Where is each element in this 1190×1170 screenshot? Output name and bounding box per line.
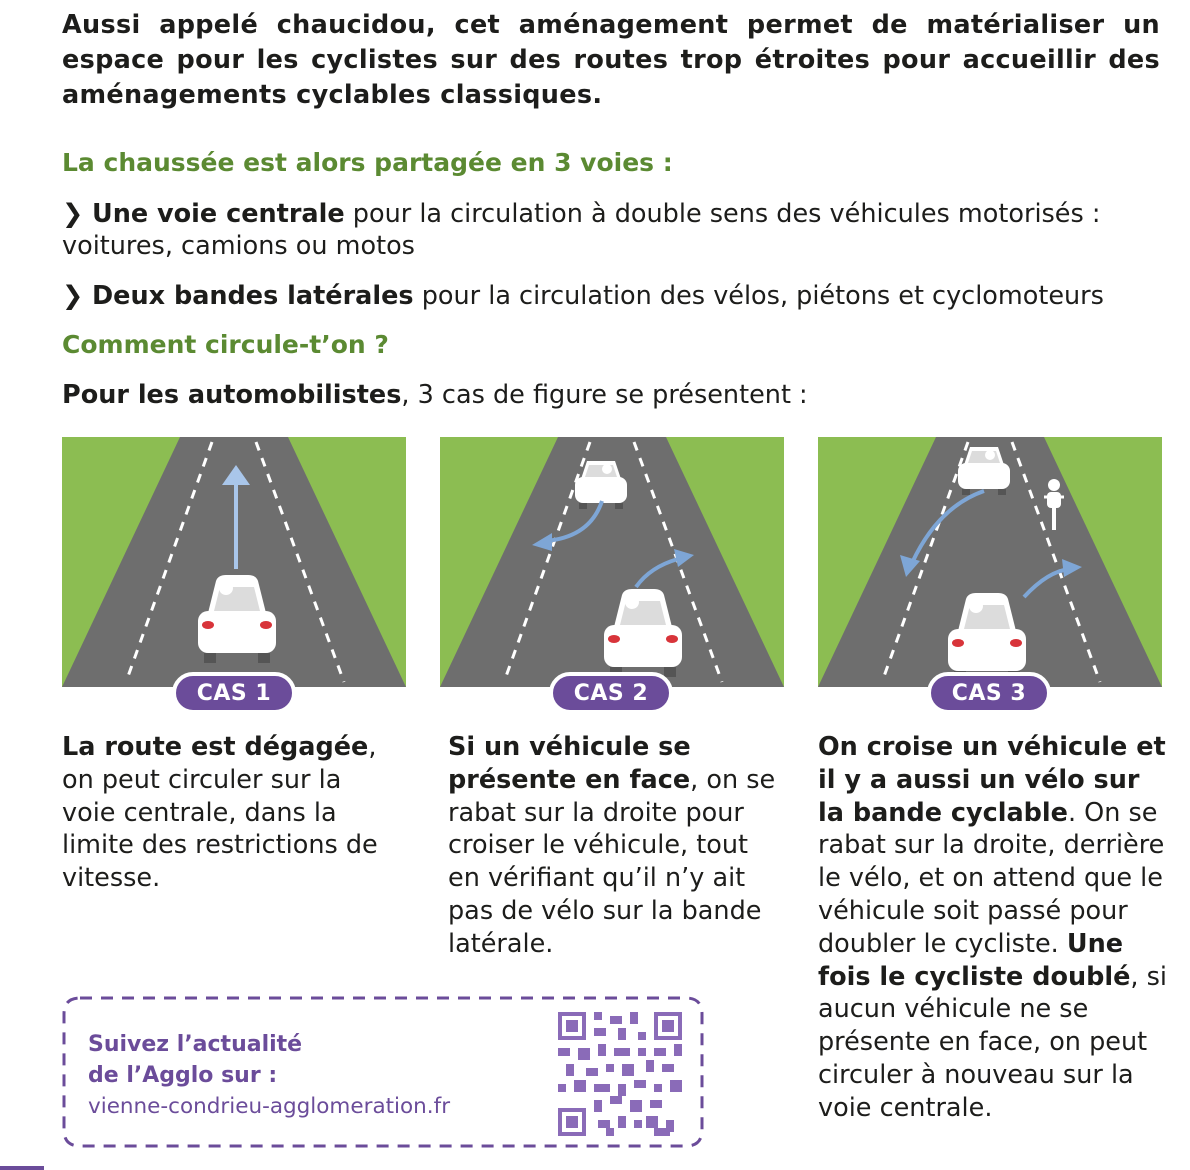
chevron-right-icon: ❯ [62,199,84,229]
footer-accent-line [0,1166,44,1170]
case3-caption: On croise un véhicule et il y a aussi un vélo sur la bande cyclable. On se rabat sur la droite, derrière le vélo, et on attend que le véhicule soit passé pour doubler le cycliste. Une fois le cycliste doublé, si aucun véhicule ne se présente en face, on peut circuler à nouveau sur la voie centrale. [818,732,1168,1123]
case2-badge: CAS 2 [549,672,673,714]
case2-illustration [440,437,784,687]
bullet-central-lane: ❯ Une voie centrale pour la circulation à double sens des véhicules motorisés : voitures, camions ou motos [62,199,1101,261]
website-link[interactable]: vienne-condrieu-agglomeration.fr [88,1094,451,1119]
follow-line2: de l’Agglo sur : [88,1063,278,1088]
follow-text [88,1029,450,1122]
section-heading-how: Comment circule-t’on ? [62,330,389,359]
case3-badge: CAS 3 [927,672,1051,714]
intro-paragraph: Aussi appelé chaucidou, cet aménagement permet de matérialiser un espace pour les cyclistes sur des routes trop étroites pour accueillir des aménagements cyclables classiques. [62,10,1160,110]
drivers-lead: Pour les automobilistes, 3 cas de figure se présentent : [62,380,808,410]
case1-caption: La route est dégagée, on peut circuler sur la voie centrale, dans la limite des restrictions de vitesse. [62,732,378,894]
bullet-side-lanes: ❯ Deux bandes latérales pour la circulation des vélos, piétons et cyclomoteurs [62,281,1104,311]
case3-illustration [818,437,1162,687]
case1-illustration [62,437,406,687]
section-heading-lanes: La chaussée est alors partagée en 3 voies : [62,148,673,177]
case2-caption: Si un véhicule se présente en face, on se rabat sur la droite pour croiser le véhicule, tout en vérifiant qu’il n’y ait pas de vélo sur la bande latérale. [448,732,776,959]
follow-line1: Suivez l’actualité [88,1032,303,1057]
case1-badge: CAS 1 [172,672,296,714]
chevron-right-icon: ❯ [62,281,84,311]
qr-code-icon[interactable] [558,1012,682,1136]
